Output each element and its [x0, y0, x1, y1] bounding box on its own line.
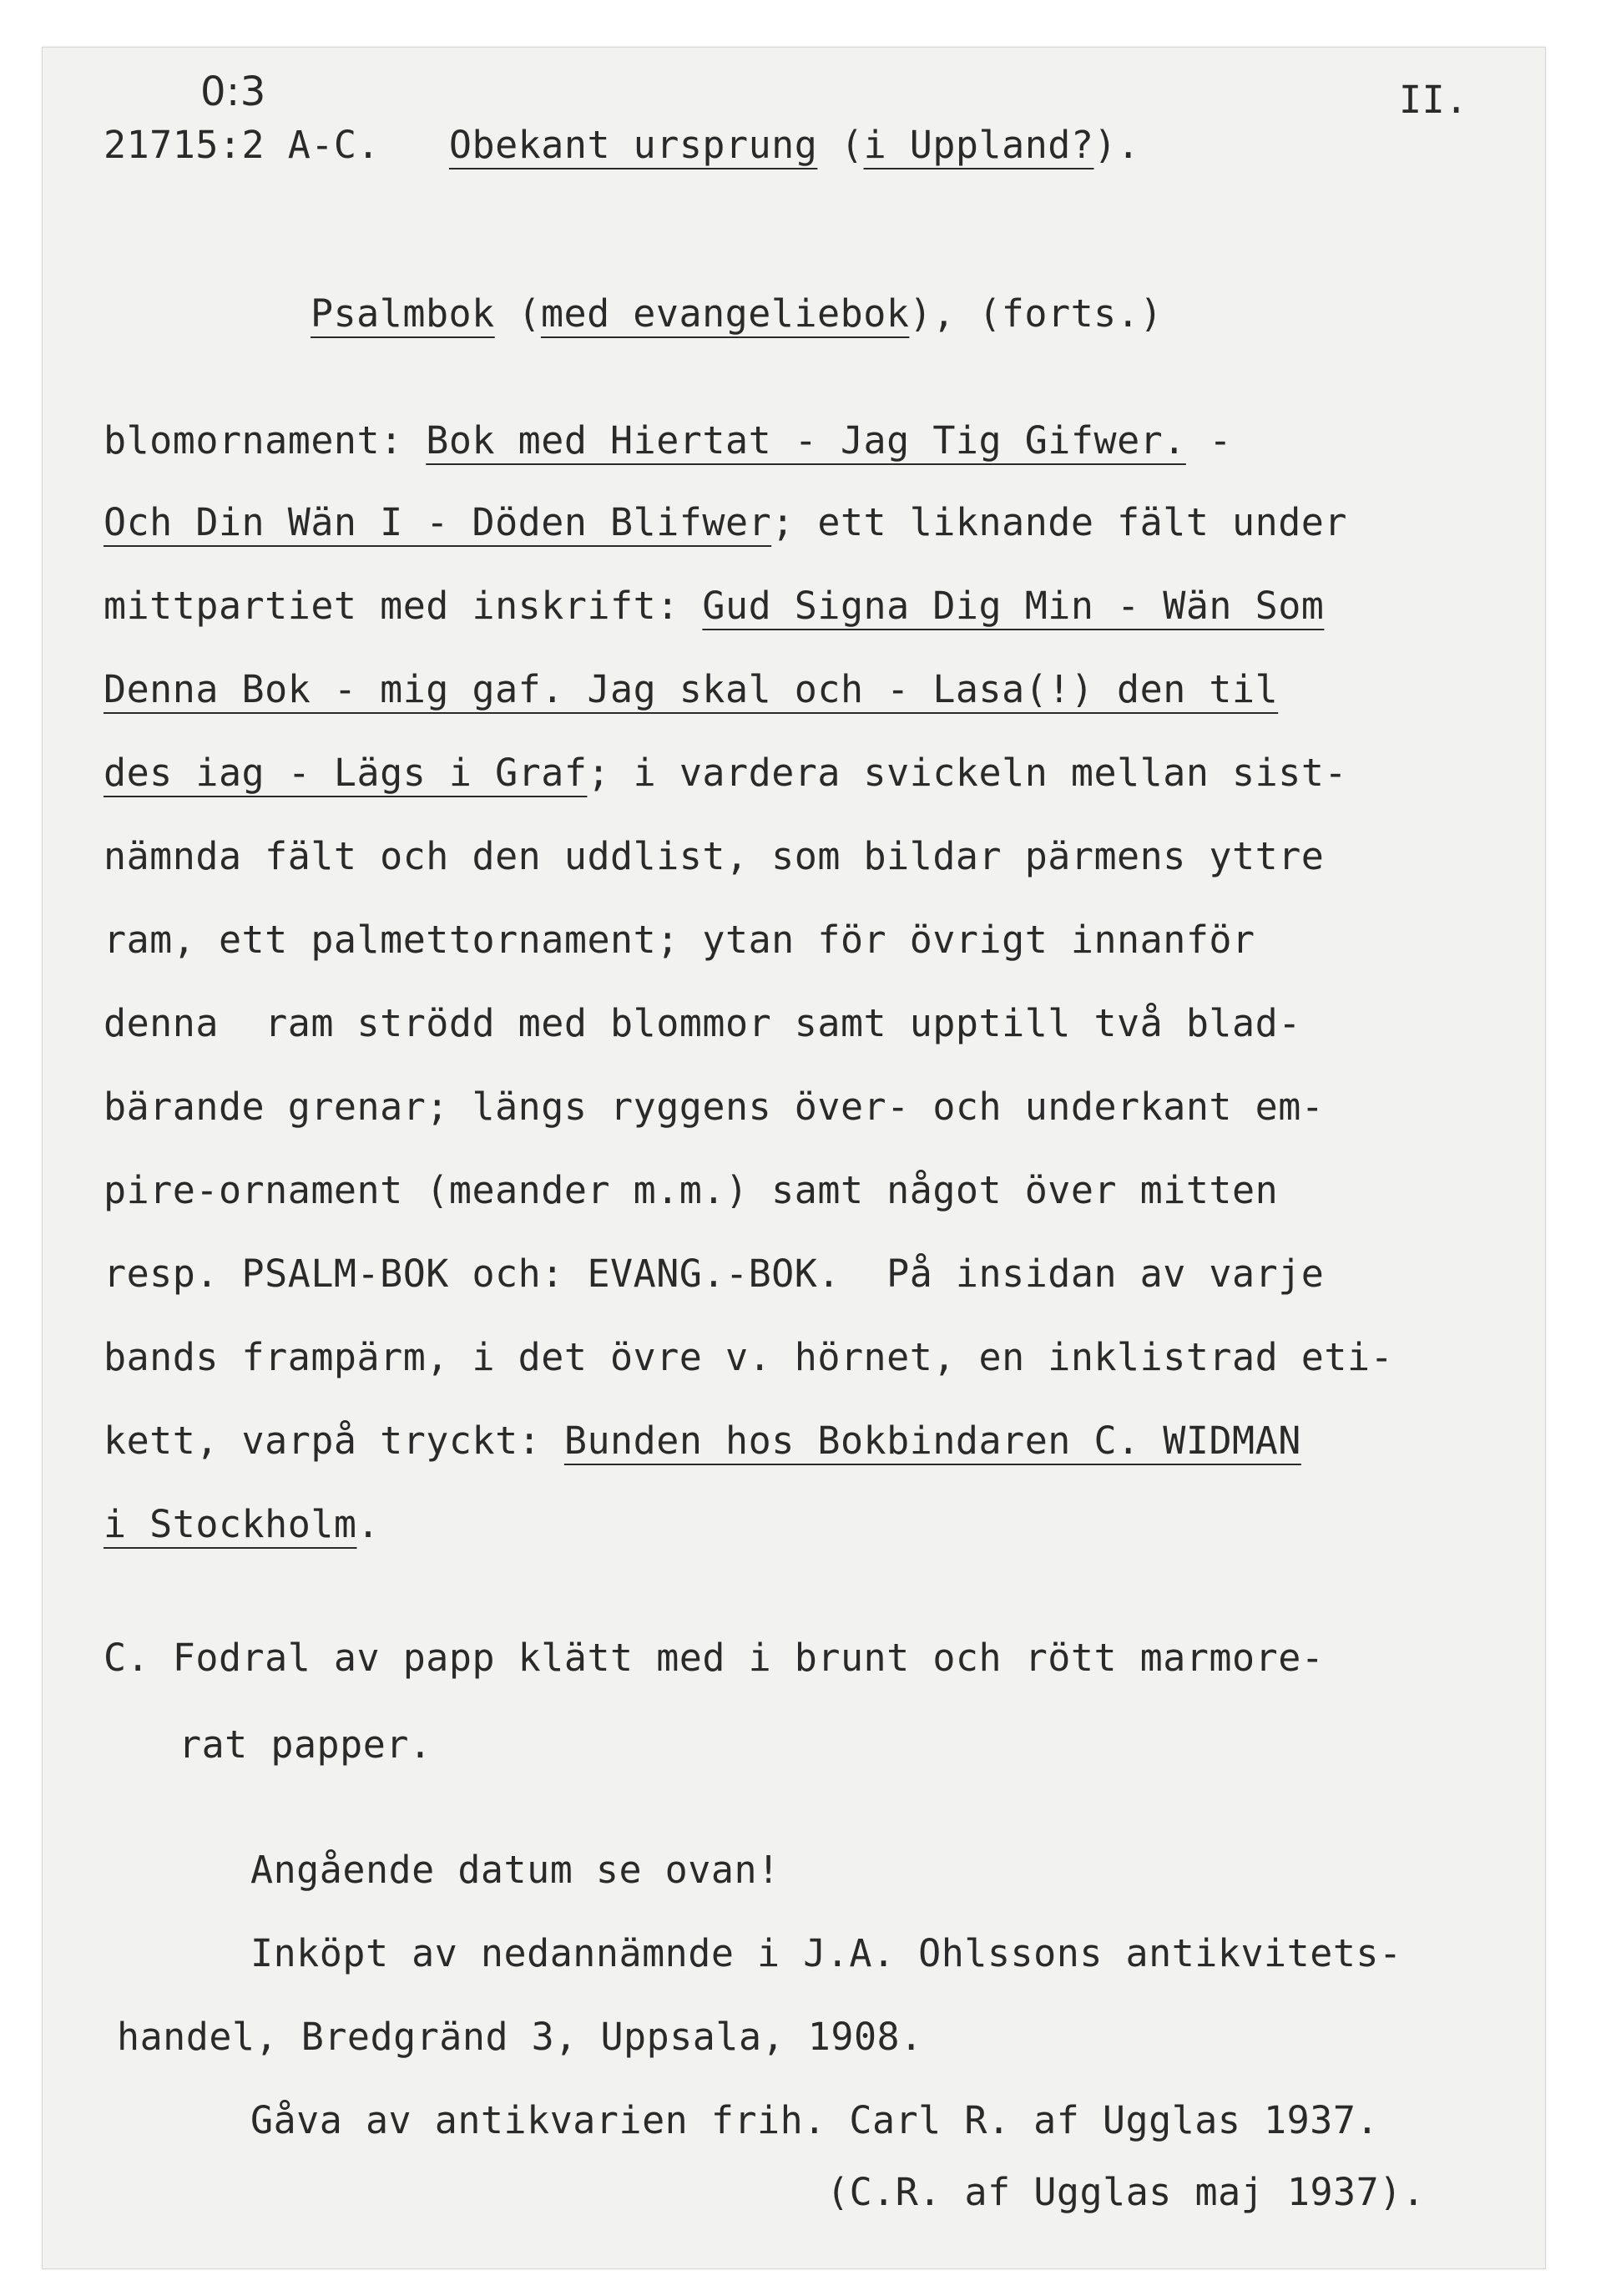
inscription: Och Din Wän I - Döden Blifwer [104, 500, 772, 544]
text-line: resp. PSALM-BOK och: EVANG.-BOK. På insidan av varje [104, 1252, 1325, 1296]
origin-place: i Uppland? [863, 123, 1094, 167]
text-line: ram, ett palmettornament; ytan för övrigt innanför [104, 918, 1255, 962]
text-line: Och Din Wän I - Döden Blifwer; ett liknande fält under [104, 500, 1347, 544]
text-line: bands frampärm, i det övre v. hörnet, en inklistrad eti- [104, 1335, 1394, 1379]
catalog-number: 21715:2 A-C. [104, 123, 381, 167]
date-note: Angående datum se ovan! [250, 1848, 780, 1892]
text-line: des iag - Lägs i Graf; i vardera svickeln mellan sist- [104, 751, 1347, 795]
page-number: II. [1399, 78, 1468, 122]
text-line: nämnda fält och den uddlist, som bildar pärmens yttre [104, 834, 1325, 878]
section-c-line: C. Fodral av papp klätt med i brunt och rött marmore- [104, 1636, 1325, 1680]
text-line: denna ram strödd med blommor samt upptill två blad- [104, 1001, 1301, 1045]
signature-line: (C.R. af Ugglas maj 1937). [826, 2170, 1426, 2214]
section-c-line: rat papper. [179, 1722, 432, 1767]
origin-label: Obekant ursprung [448, 123, 818, 167]
handwritten-code: 0:3 [200, 68, 266, 115]
text-line: blomornament: Bok med Hiertat - Jag Tig Gifwer. - [104, 418, 1233, 463]
gift-note: Gåva av antikvarien frih. Carl R. af Ugglas 1937. [250, 2098, 1380, 2142]
object-title: Psalmbok (med evangeliebok), (forts.) [311, 291, 1163, 336]
purchase-note: handel, Bredgränd 3, Uppsala, 1908. [117, 2015, 923, 2059]
binder-location: i Stockholm [104, 1502, 357, 1546]
text-line: mittpartiet med inskrift: Gud Signa Dig Min - Wän Som [104, 584, 1325, 628]
purchase-note: Inköpt av nedannämnde i J.A. Ohlssons antikvitets- [250, 1931, 1402, 1975]
text-line: pire-ornament (meander m.m.) samt något över mitten [104, 1168, 1279, 1212]
inscription: Bok med Hiertat - Jag Tig Gifwer. [426, 418, 1186, 463]
text-line: kett, varpå tryckt: Bunden hos Bokbindaren C. WIDMAN [104, 1419, 1301, 1463]
text-line: i Stockholm. [104, 1502, 381, 1546]
catalog-heading: 21715:2 A-C. Obekant ursprung (i Uppland?). [104, 123, 1140, 167]
binder-label: Bunden hos Bokbindaren C. WIDMAN [563, 1419, 1301, 1463]
text-line: bärande grenar; längs ryggens över- och underkant em- [104, 1085, 1325, 1129]
inscription: Gud Signa Dig Min - Wän Som [702, 584, 1325, 628]
inscription: Denna Bok - mig gaf. Jag skal och - Lasa(!) den til [104, 667, 1279, 711]
inscription: des iag - Lägs i Graf [104, 751, 588, 795]
